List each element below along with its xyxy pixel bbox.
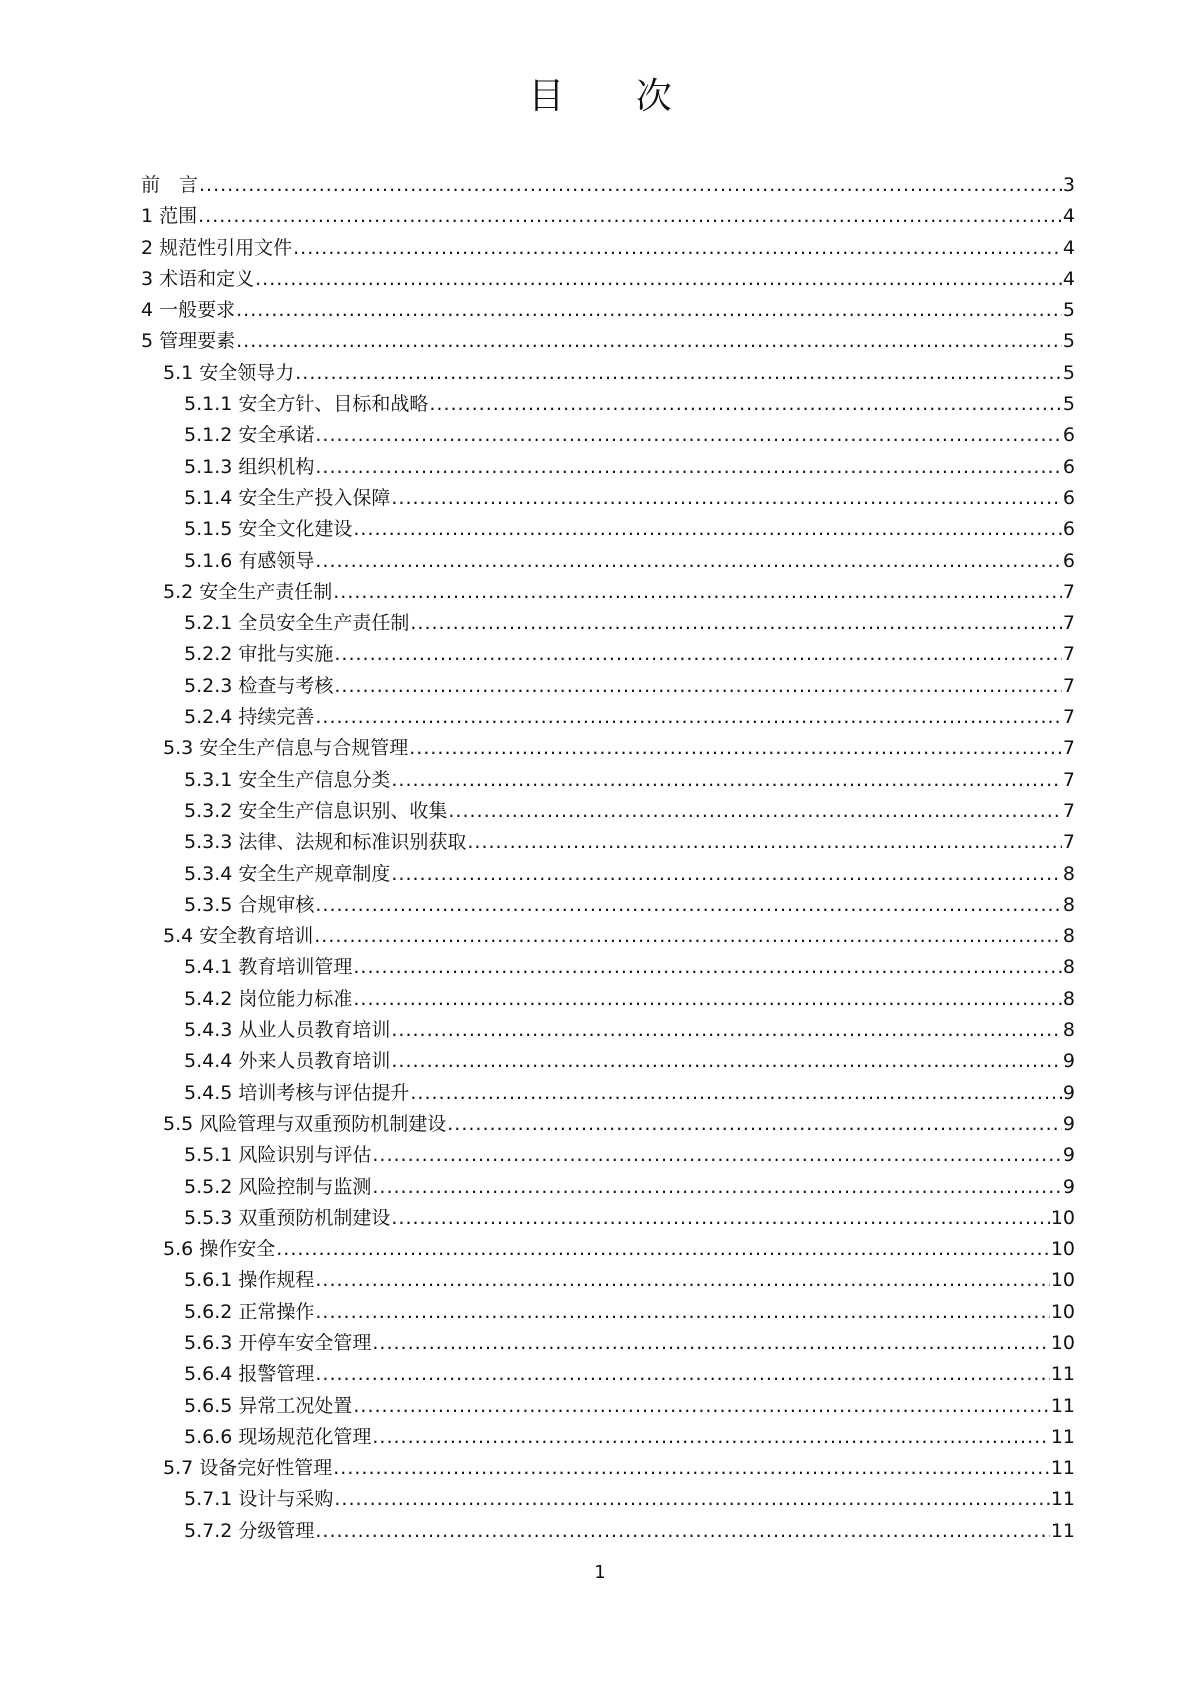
toc-dot-leader xyxy=(410,1078,1062,1109)
toc-dot-leader xyxy=(293,233,1062,264)
toc-dot-leader xyxy=(314,921,1062,952)
toc-entry[interactable] xyxy=(141,639,1075,670)
toc-entry-page-number: 4 xyxy=(1062,205,1075,228)
toc-entry[interactable] xyxy=(141,1015,1075,1046)
toc-entry[interactable] xyxy=(141,827,1075,858)
toc-dot-leader xyxy=(295,358,1062,389)
toc-entry[interactable] xyxy=(141,671,1075,702)
toc-entry-label: 2 规范性引用文件 xyxy=(141,236,293,259)
page-number: 1 xyxy=(594,1562,606,1583)
toc-entry[interactable] xyxy=(141,389,1075,420)
toc-entry-label: 5.4.5 培训考核与评估提升 xyxy=(184,1081,410,1104)
toc-dot-leader xyxy=(276,1234,1050,1265)
toc-entry-page-number: 6 xyxy=(1062,549,1075,572)
toc-entry-page-number: 9 xyxy=(1062,1112,1075,1135)
toc-entry-label: 1 范围 xyxy=(141,205,198,228)
toc-dot-leader xyxy=(236,326,1062,357)
toc-dot-leader xyxy=(333,1453,1050,1484)
toc-entry-label: 5 管理要素 xyxy=(141,330,236,353)
toc-entry-label: 5.6.3 开停车安全管理 xyxy=(184,1331,372,1354)
toc-dot-leader xyxy=(410,608,1062,639)
toc-entry[interactable] xyxy=(141,1172,1075,1203)
toc-entry[interactable] xyxy=(141,1391,1075,1422)
toc-entry[interactable] xyxy=(141,264,1075,295)
toc-entry[interactable] xyxy=(141,1453,1075,1484)
toc-entry-page-number: 9 xyxy=(1062,1175,1075,1198)
toc-entry-label: 5.1.6 有感领导 xyxy=(184,549,315,572)
toc-entry[interactable] xyxy=(141,1422,1075,1453)
toc-entry-label: 5.1.4 安全生产投入保障 xyxy=(184,486,391,509)
toc-entry[interactable] xyxy=(141,452,1075,483)
toc-entry-label: 5.4 安全教育培训 xyxy=(163,925,314,948)
toc-entry-label: 5.6 操作安全 xyxy=(163,1238,276,1261)
toc-entry[interactable] xyxy=(141,1203,1075,1234)
toc-entry-page-number: 5 xyxy=(1062,361,1075,384)
toc-dot-leader xyxy=(429,389,1062,420)
toc-entry-label: 5.1 安全领导力 xyxy=(163,361,295,384)
toc-entry[interactable] xyxy=(141,170,1075,201)
toc-entry-label: 5.5 风险管理与双重预防机制建设 xyxy=(163,1112,447,1135)
toc-entry-page-number: 11 xyxy=(1050,1425,1075,1448)
toc-entry-label: 5.3.2 安全生产信息识别、收集 xyxy=(184,799,448,822)
toc-entry-label: 5.4.4 外来人员教育培训 xyxy=(184,1050,391,1073)
toc-dot-leader xyxy=(315,1265,1049,1296)
toc-entry-label: 5.3.1 安全生产信息分类 xyxy=(184,768,391,791)
toc-entry-page-number: 5 xyxy=(1062,393,1075,416)
toc-entry-page-number: 5 xyxy=(1062,299,1075,322)
toc-entry-page-number: 10 xyxy=(1050,1238,1075,1261)
toc-entry-page-number: 11 xyxy=(1050,1363,1075,1386)
toc-entry-label: 5.3.3 法律、法规和标准识别获取 xyxy=(184,831,467,854)
toc-entry-label: 5.2.2 审批与实施 xyxy=(184,643,334,666)
toc-entry[interactable] xyxy=(141,1078,1075,1109)
toc-entry[interactable] xyxy=(141,1265,1075,1296)
toc-entry-label: 3 术语和定义 xyxy=(141,267,255,290)
toc-entry-page-number: 5 xyxy=(1062,330,1075,353)
toc-dot-leader xyxy=(391,1015,1062,1046)
toc-entry-page-number: 10 xyxy=(1050,1206,1075,1229)
toc-entry-page-number: 6 xyxy=(1062,424,1075,447)
toc-dot-leader xyxy=(467,827,1062,858)
toc-entry-label: 5.5.3 双重预防机制建设 xyxy=(184,1206,391,1229)
toc-entry-page-number: 4 xyxy=(1062,236,1075,259)
toc-entry[interactable] xyxy=(141,420,1075,451)
toc-entry[interactable] xyxy=(141,1328,1075,1359)
toc-entry-label: 5.2.4 持续完善 xyxy=(184,706,315,729)
toc-entry-label: 前 言 xyxy=(141,174,199,196)
toc-entry[interactable] xyxy=(141,984,1075,1015)
toc-entry-label: 5.2.1 全员安全生产责任制 xyxy=(184,612,410,635)
toc-entry-page-number: 7 xyxy=(1062,768,1075,791)
toc-entry-page-number: 10 xyxy=(1050,1269,1075,1292)
toc-dot-leader xyxy=(334,639,1062,670)
toc-entry-label: 5.5.1 风险识别与评估 xyxy=(184,1144,372,1167)
toc-entry[interactable] xyxy=(141,952,1075,983)
toc-entry-page-number: 7 xyxy=(1062,831,1075,854)
toc-entry-label: 5.2.3 检查与考核 xyxy=(184,674,334,697)
toc-entry[interactable] xyxy=(141,921,1075,952)
toc-entry-page-number: 7 xyxy=(1062,580,1075,603)
toc-entry-page-number: 8 xyxy=(1062,925,1075,948)
toc-dot-leader xyxy=(391,859,1062,890)
toc-dot-leader xyxy=(315,1359,1049,1390)
toc-entry-label: 5.1.5 安全文化建设 xyxy=(184,518,353,541)
toc-dot-leader xyxy=(353,1391,1049,1422)
toc-entry[interactable] xyxy=(141,295,1075,326)
toc-dot-leader xyxy=(447,1109,1062,1140)
toc-entry-label: 4 一般要求 xyxy=(141,299,236,322)
toc-entry-label: 5.3.5 合规审核 xyxy=(184,893,315,916)
toc-entry[interactable] xyxy=(141,890,1075,921)
toc-dot-leader xyxy=(372,1140,1062,1171)
toc-entry-page-number: 11 xyxy=(1050,1394,1075,1417)
toc-entry[interactable] xyxy=(141,201,1075,232)
toc-entry-page-number: 6 xyxy=(1062,518,1075,541)
toc-entry-label: 5.6.4 报警管理 xyxy=(184,1363,315,1386)
toc-entry-page-number: 10 xyxy=(1050,1331,1075,1354)
toc-dot-leader xyxy=(315,1516,1049,1547)
toc-entry-label: 5.4.3 从业人员教育培训 xyxy=(184,1019,391,1042)
toc-entry-page-number: 11 xyxy=(1050,1457,1075,1480)
toc-dot-leader xyxy=(391,483,1062,514)
toc-entry-page-number: 9 xyxy=(1062,1081,1075,1104)
toc-entry[interactable] xyxy=(141,483,1075,514)
toc-entry-label: 5.3 安全生产信息与合规管理 xyxy=(163,737,409,760)
toc-dot-leader xyxy=(199,170,1062,201)
toc-entry-page-number: 11 xyxy=(1050,1519,1075,1542)
toc-entry-label: 5.4.1 教育培训管理 xyxy=(184,956,353,979)
toc-entry-page-number: 8 xyxy=(1062,893,1075,916)
toc-entry[interactable] xyxy=(141,577,1075,608)
toc-dot-leader xyxy=(315,1297,1049,1328)
toc-entry-label: 5.7 设备完好性管理 xyxy=(163,1457,333,1480)
toc-dot-leader xyxy=(334,671,1062,702)
toc-entry[interactable] xyxy=(141,1140,1075,1171)
toc-entry-label: 5.6.1 操作规程 xyxy=(184,1269,315,1292)
toc-entry-page-number: 6 xyxy=(1062,486,1075,509)
toc-dot-leader xyxy=(315,702,1062,733)
toc-entry[interactable] xyxy=(141,765,1075,796)
toc-dot-leader xyxy=(448,796,1062,827)
toc-entry-label: 5.3.4 安全生产规章制度 xyxy=(184,862,391,885)
toc-entry[interactable] xyxy=(141,796,1075,827)
toc-entry[interactable] xyxy=(141,514,1075,545)
table-of-contents xyxy=(141,170,1075,1547)
toc-entry-label: 5.6.2 正常操作 xyxy=(184,1300,315,1323)
toc-entry[interactable] xyxy=(141,358,1075,389)
toc-entry[interactable] xyxy=(141,1046,1075,1077)
toc-entry-page-number: 9 xyxy=(1062,1144,1075,1167)
toc-entry[interactable] xyxy=(141,233,1075,264)
toc-entry-label: 5.6.5 异常工况处置 xyxy=(184,1394,353,1417)
toc-entry[interactable] xyxy=(141,733,1075,764)
toc-dot-leader xyxy=(315,420,1062,451)
toc-dot-leader xyxy=(334,1484,1049,1515)
toc-dot-leader xyxy=(372,1172,1062,1203)
toc-entry-page-number: 7 xyxy=(1062,643,1075,666)
toc-entry-page-number: 8 xyxy=(1062,1019,1075,1042)
toc-dot-leader xyxy=(315,452,1062,483)
toc-dot-leader xyxy=(391,1046,1062,1077)
toc-entry-label: 5.2 安全生产责任制 xyxy=(163,580,333,603)
toc-entry[interactable] xyxy=(141,608,1075,639)
toc-entry-page-number: 7 xyxy=(1062,737,1075,760)
toc-entry[interactable] xyxy=(141,1516,1075,1547)
toc-dot-leader xyxy=(372,1422,1049,1453)
toc-entry-label: 5.1.3 组织机构 xyxy=(184,455,315,478)
toc-dot-leader xyxy=(315,890,1062,921)
toc-entry-label: 5.6.6 现场规范化管理 xyxy=(184,1425,372,1448)
toc-entry-page-number: 4 xyxy=(1062,267,1075,290)
toc-entry-page-number: 8 xyxy=(1062,956,1075,979)
toc-dot-leader xyxy=(353,984,1062,1015)
toc-entry[interactable] xyxy=(141,1109,1075,1140)
toc-entry-label: 5.1.2 安全承诺 xyxy=(184,424,315,447)
toc-entry-label: 5.7.2 分级管理 xyxy=(184,1519,315,1542)
toc-entry[interactable] xyxy=(141,326,1075,357)
toc-dot-leader xyxy=(255,264,1062,295)
toc-entry-page-number: 7 xyxy=(1062,674,1075,697)
toc-entry-page-number: 8 xyxy=(1062,862,1075,885)
toc-entry-page-number: 7 xyxy=(1062,706,1075,729)
toc-entry-page-number: 11 xyxy=(1050,1488,1075,1511)
toc-dot-leader xyxy=(315,546,1062,577)
toc-entry-label: 5.7.1 设计与采购 xyxy=(184,1488,334,1511)
toc-dot-leader xyxy=(333,577,1062,608)
toc-dot-leader xyxy=(409,733,1062,764)
toc-entry[interactable] xyxy=(141,1234,1075,1265)
toc-entry-label: 5.5.2 风险控制与监测 xyxy=(184,1175,372,1198)
toc-dot-leader xyxy=(372,1328,1049,1359)
toc-dot-leader xyxy=(198,201,1062,232)
toc-entry-page-number: 8 xyxy=(1062,987,1075,1010)
toc-entry-label: 5.1.1 安全方针、目标和战略 xyxy=(184,393,429,416)
toc-entry[interactable] xyxy=(141,859,1075,890)
toc-entry-page-number: 6 xyxy=(1062,455,1075,478)
toc-dot-leader xyxy=(391,765,1062,796)
toc-entry[interactable] xyxy=(141,1297,1075,1328)
toc-entry[interactable] xyxy=(141,1359,1075,1390)
toc-entry-label: 5.4.2 岗位能力标准 xyxy=(184,987,353,1010)
toc-entry-page-number: 7 xyxy=(1062,612,1075,635)
toc-entry-page-number: 3 xyxy=(1062,174,1075,196)
toc-entry[interactable] xyxy=(141,1484,1075,1515)
toc-dot-leader xyxy=(353,952,1062,983)
toc-entry-page-number: 9 xyxy=(1062,1050,1075,1073)
toc-dot-leader xyxy=(391,1203,1049,1234)
toc-entry-page-number: 10 xyxy=(1050,1300,1075,1323)
page-title: 目 次 xyxy=(528,76,702,117)
toc-dot-leader xyxy=(236,295,1062,326)
toc-entry-page-number: 7 xyxy=(1062,799,1075,822)
toc-entry[interactable] xyxy=(141,702,1075,733)
toc-entry[interactable] xyxy=(141,546,1075,577)
toc-dot-leader xyxy=(353,514,1062,545)
